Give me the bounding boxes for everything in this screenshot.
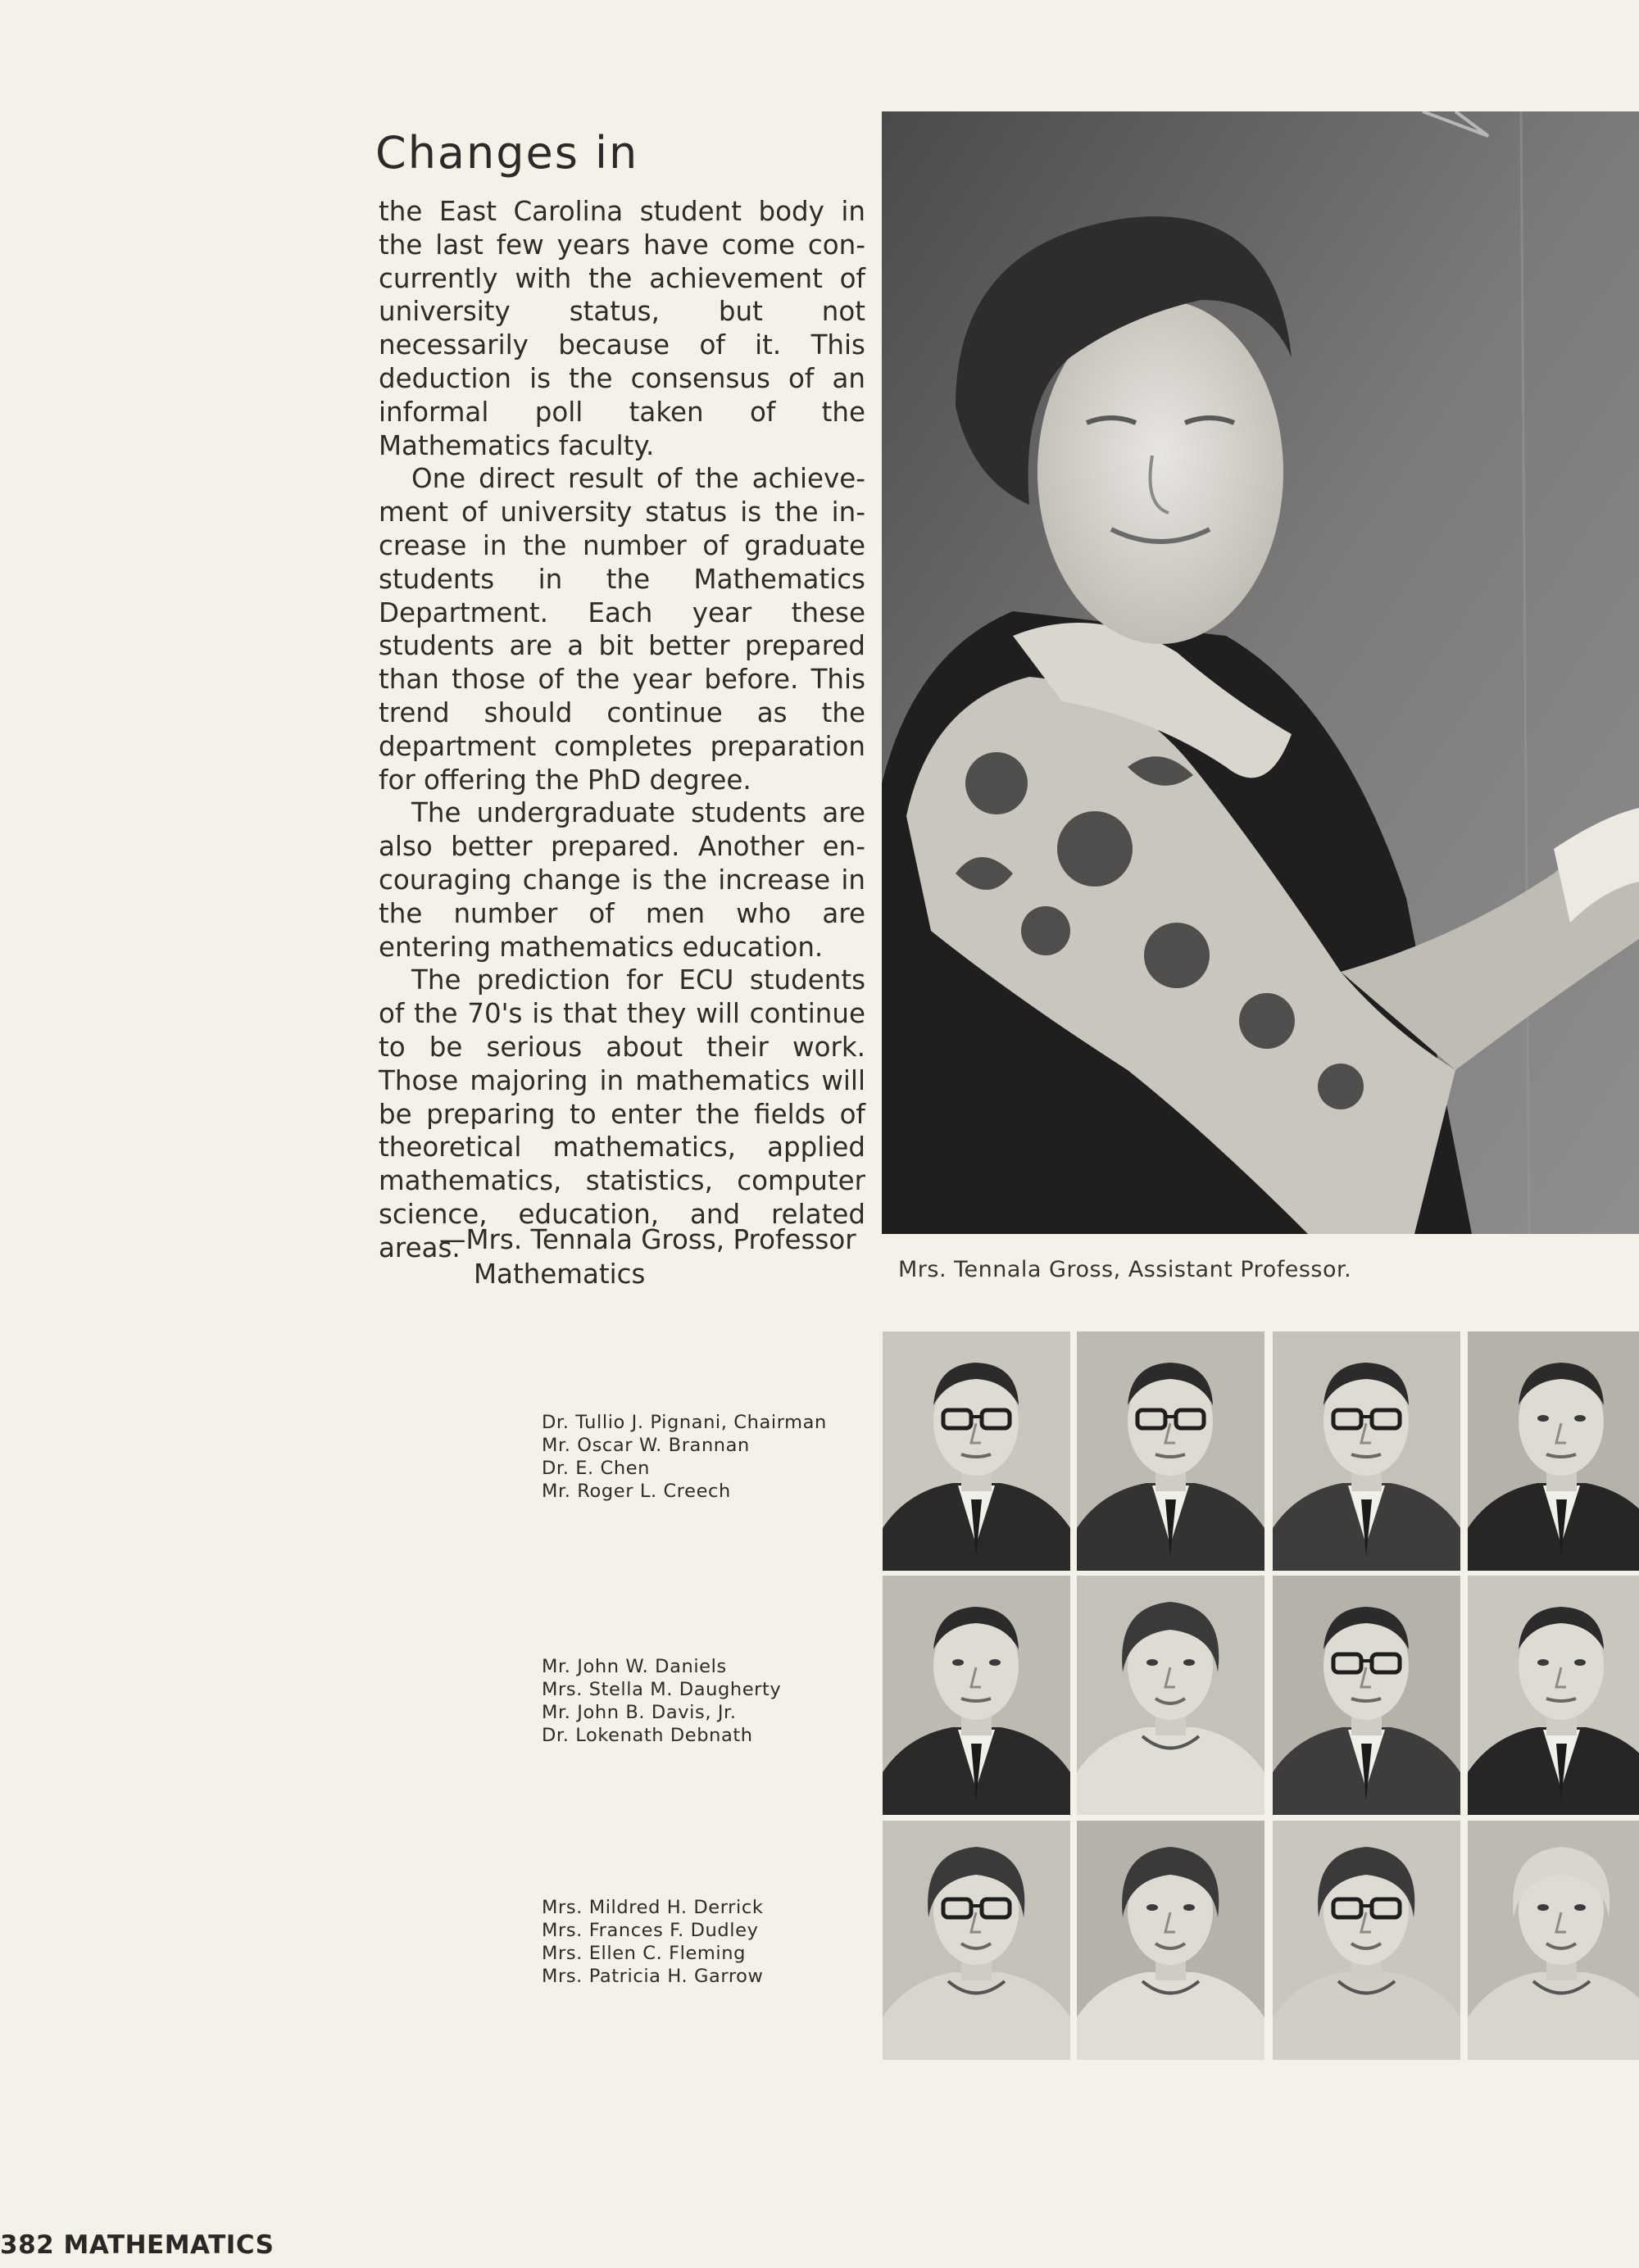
article-body xyxy=(379,195,865,1265)
main-photo xyxy=(882,111,1639,1234)
faculty-portrait xyxy=(1077,1576,1264,1815)
faculty-name: Dr. E. Chen xyxy=(542,1458,651,1479)
faculty-portrait xyxy=(1273,1576,1460,1815)
faculty-portrait-grid xyxy=(883,1331,1639,2062)
faculty-name: Mrs. Mildred H. Derrick xyxy=(542,1897,764,1918)
faculty-name: Mrs. Frances F. Dudley xyxy=(542,1920,759,1941)
article-paragraph: the East Carolina student body in the last few years have come concurrently with the achievement of university status, but not necessarily because of it. This deduction is the consensus of an informal poll taken of the Mathematics faculty. xyxy=(379,196,865,461)
faculty-names-row-3 xyxy=(542,1896,764,1988)
faculty-portrait xyxy=(1273,1331,1460,1571)
article-paragraph: The prediction for ECU students of the 70's is that they will continue to be serious about their work. Those majoring in mathematics will be preparing to enter the fields of theoretical mathematics, applied mathematics, statistics, computer science, education, and related areas. xyxy=(379,964,865,1263)
article-signature xyxy=(439,1222,856,1291)
faculty-portrait xyxy=(883,1576,1070,1815)
article-heading: Changes in xyxy=(375,127,639,179)
faculty-portrait xyxy=(1077,1821,1264,2060)
faculty-portrait xyxy=(1273,1821,1460,2060)
faculty-portrait xyxy=(883,1331,1070,1571)
signature-line: Mathematics xyxy=(474,1259,646,1290)
article-paragraph: The undergraduate students are also better prepared. Another encouraging change is the increase in the number of men who are entering mathematics education. xyxy=(379,797,865,963)
faculty-name: Mrs. Stella M. Daugherty xyxy=(542,1679,782,1700)
faculty-names-row-1 xyxy=(542,1411,827,1503)
article-paragraph: One direct result of the achievement of university status is the increase in the number of graduate students in the Mathematics Department. Each year these students are a bit better prepared than those of the year before. This trend should continue as the department completes preparation for offering the PhD degree. xyxy=(379,463,865,796)
page-footer: 382 MATHEMATICS xyxy=(0,2230,275,2260)
faculty-name: Mr. Oscar W. Brannan xyxy=(542,1435,750,1456)
faculty-name: Mr. John W. Daniels xyxy=(542,1656,727,1677)
faculty-name: Dr. Tullio J. Pignani, Chairman xyxy=(542,1412,827,1433)
faculty-portrait xyxy=(1468,1331,1639,1571)
faculty-portrait xyxy=(883,1821,1070,2060)
faculty-name: Mrs. Ellen C. Fleming xyxy=(542,1943,747,1964)
faculty-name: Mrs. Patricia H. Garrow xyxy=(542,1966,764,1987)
faculty-name: Mr. John B. Davis, Jr. xyxy=(542,1702,737,1723)
faculty-portrait xyxy=(1077,1331,1264,1571)
faculty-portrait xyxy=(1468,1576,1639,1815)
main-photo-caption: Mrs. Tennala Gross, Assistant Professor. xyxy=(898,1257,1352,1282)
signature-line: —Mrs. Tennala Gross, Professor xyxy=(439,1224,856,1255)
faculty-portrait xyxy=(1468,1821,1639,2060)
faculty-name: Dr. Lokenath Debnath xyxy=(542,1725,753,1746)
faculty-names-row-2 xyxy=(542,1655,781,1747)
faculty-name: Mr. Roger L. Creech xyxy=(542,1481,731,1502)
main-photo-image xyxy=(882,111,1639,1234)
